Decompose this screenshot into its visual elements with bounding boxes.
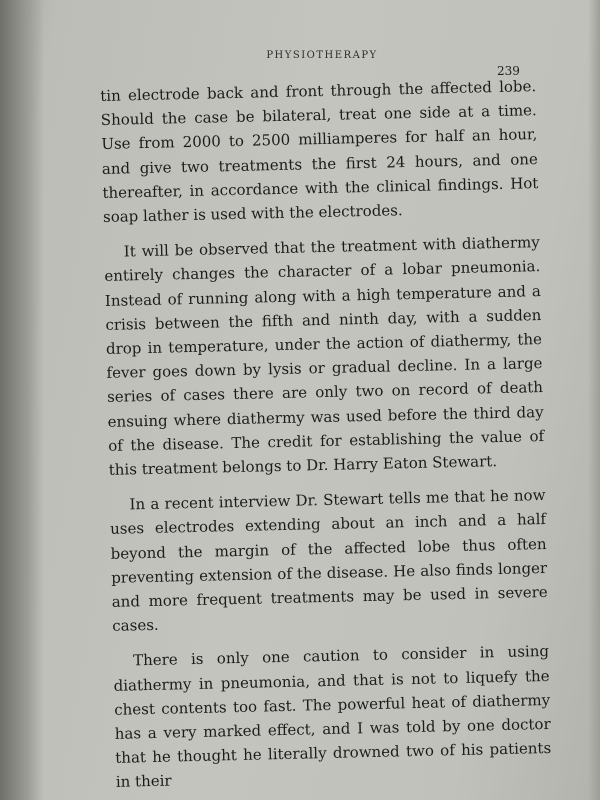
page-edge-shadow xyxy=(588,0,600,800)
paragraph-stewart-interview: In a recent interview Dr. Stewart tells me that he now uses electrodes extending about an inch and a half beyond the margin of the affected lobe thus often preventing extension of the disease. He also finds longer and more frequent treatments may be used in severe cases. xyxy=(109,486,548,636)
paragraph-continued: tin electrode back and front through the affected lobe. Should the case be bilateral, treat one side at a time. Use from 2000 to 2500 milliamperes for half an hour, and give two treatments the first 24 hours, and one thereafter, in accordance with the clinical findings. Hot soap lather is used with the electrodes. xyxy=(100,77,539,226)
book-gutter-shadow xyxy=(0,0,44,800)
paragraph-caution: There is only one caution to consider in using diathermy in pneumonia, and that is not to liquefy the chest contents too fast. The powerful heat of diathermy has a very marked effect, and I was told by one doctor that he thought he literally drowned two of his patients in their xyxy=(113,642,552,792)
running-head: PHYSIOTHERAPY xyxy=(266,50,378,61)
paragraph-diathermy-effect: It will be observed that the treatment with diathermy entirely changes the character of a lobar pneumonia. Instead of running along with a high temperature and a crisis between the fifth and ninth day, with a sudden drop in temperature, under the action of diathermy, the fever goes down by lysis or gradual decline. In a large series of cases there are only two on record of death ensuing where diathermy was used before the third day of the disease. The credit for establishing the value of this treatment belongs to Dr. Harry Eaton Stewart. xyxy=(104,233,545,479)
body-text xyxy=(100,74,552,800)
page-number: 239 xyxy=(497,64,520,78)
